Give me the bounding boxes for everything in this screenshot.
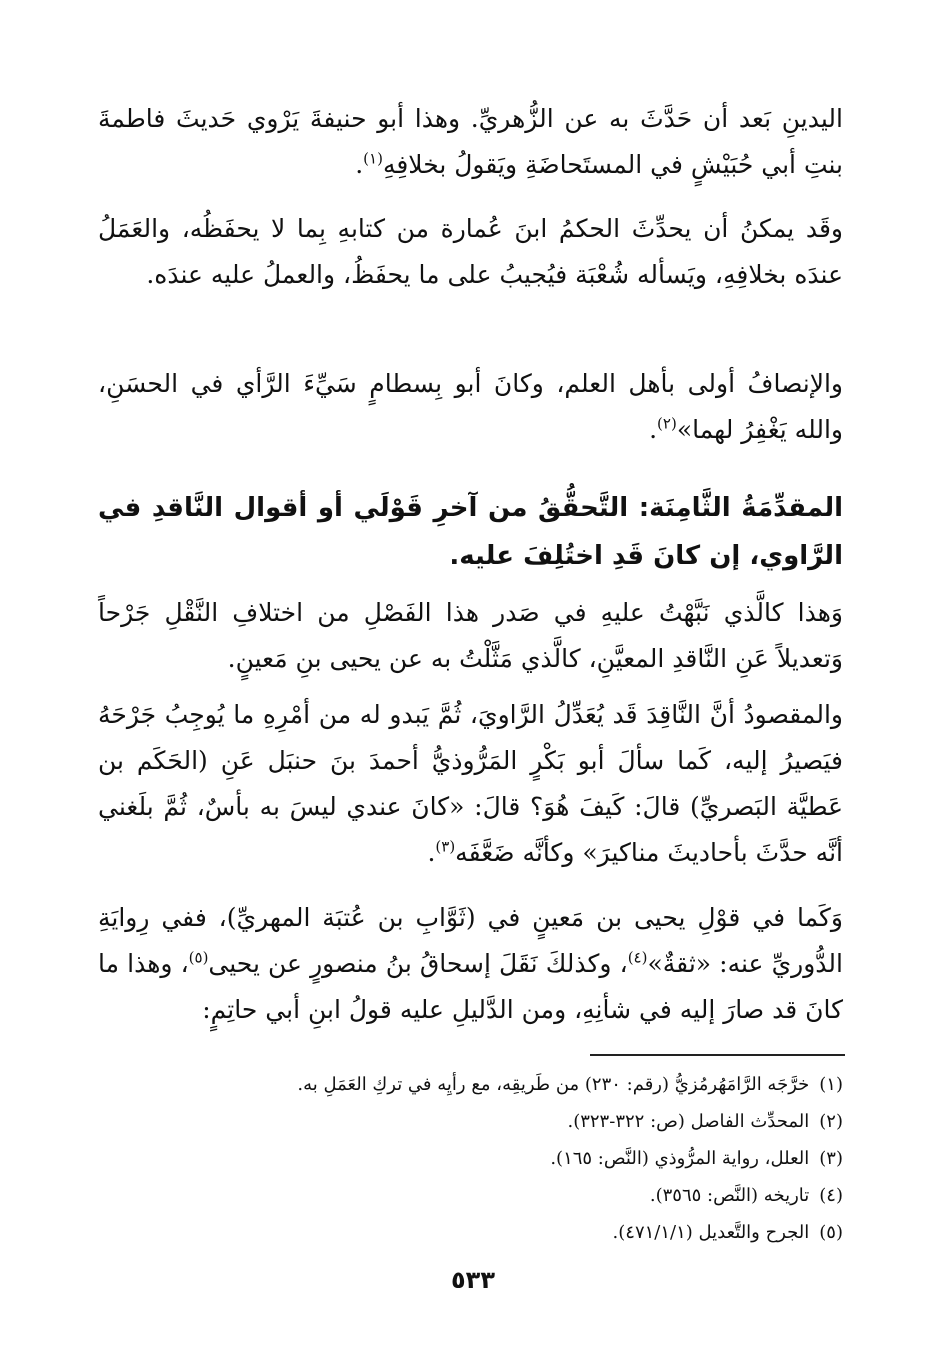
footnote-number: (٥) [819, 1222, 843, 1243]
paragraph-4 [98, 590, 843, 682]
footnote-number: (٢) [819, 1111, 843, 1132]
footnote-ref-5: (٥) [188, 948, 209, 967]
paragraph-5: والمقصودُ أنَّ النَّاقِدَ قَد يُعَدِّلُ الرَّاويَ، ثُمَّ يَبدو له من أمْرِهِ ما يُوجِبُ جَرْحَهُ فيَصيرُ إليه، كَما سألَ أبو بَكْرٍ المَرُّوذيُّ أحمدَ بنَ حنبَل عَنِ (الحَكَم بن عَطيَّة البَصريِّ) قالَ: كَيفَ هُوَ؟ قالَ: «كانَ عندي ليسَ به بأسٌ، ثُمَّ بلَغني أنَّه حدَّثَ بأحاديثَ مناكيرَ» وكأنَّه ضَعَّفَه$^{(٣)}$. [98, 700, 843, 867]
paragraph-2 [98, 206, 843, 298]
paragraph-1: اليدينِ بَعد أن حَدَّثَ به عن الزُّهريِّ. وهذا أبو حنيفةَ يَرْوي حَديثَ فاطمةَ بنتِ أبي حُبَيْشٍ في المستَحاضَةِ ويَقولُ بخلافِهِ$^{(١)}$. [98, 104, 843, 179]
footnote-5 [98, 1214, 843, 1251]
paragraph-6: وَكَما في قوْلِ يحيى بن مَعينٍ في (ثَوَّابِ بن عُتبَة المهريِّ)، ففي رِوايَةِ الدُّوريِّ عنه: «ثقةٌ»$^{(٤)}$، وكذلكَ نَقَلَ إسحاقُ بنُ منصورٍ عن يحيى$^{(٥)}$، وهذا ما كانَ قد صارَ إليه في شأنِهِ، ومن الدَّليلِ عليه قولُ ابنِ أبي حاتِمٍ: [98, 903, 843, 1024]
paragraph-4-text: وَهذا كالَّذي نَبَّهْتُ عليهِ في صَدر هذا الفَصْلِ من اختلافِ النَّقْلِ جَرْحاً وَتعديلاً عَنِ النَّاقدِ المعيَّنِ، كالَّذي مَثَّلْتُ به عن يحيى بنِ مَعينٍ. [98, 598, 843, 673]
footnote-text: الجرح والتَّعديل (٤٧١/١/١). [612, 1222, 810, 1243]
footnote-ref-1: (١) [363, 149, 383, 168]
paragraph-5-text: والمقصودُ أنَّ النَّاقِدَ قَد يُعَدِّلُ الرَّاويَ، ثُمَّ يَبدو له من أمْرِهِ ما يُوجِبُ جَرْحَهُ فيَصيرُ إليه، كَما سألَ أبو بَكْرٍ المَرُّوذيُّ أحمدَ بنَ حنبَل عَنِ (الحَكَم بن عَطيَّة البَصريِّ) قالَ: كَيفَ هُوَ؟ قالَ: «كانَ عندي ليسَ به بأسٌ، ثُمَّ بلَغني أنَّه حدَّثَ بأحاديثَ مناكيرَ» وكأنَّه ضَعَّفَه [98, 700, 843, 867]
footnote-number: (١) [819, 1074, 843, 1095]
footnote-3 [98, 1140, 843, 1177]
footnote-text: العلل، رواية المرُّوذي (النَّص: ١٦٥). [550, 1148, 810, 1169]
footnote-ref-2: (٢) [657, 414, 677, 433]
footnote-1 [98, 1066, 843, 1103]
footnote-number: (٣) [819, 1148, 843, 1169]
paragraph-3-text: والإنصافُ أولى بأهل العلم، وكانَ أبو بِسطامٍ سَيِّءَ الرَّأي في الحسَنِ، والله يَغْفِرُ لهما» [98, 369, 843, 444]
footnote-text: تاريخه (النَّص: ٣٥٦٥). [649, 1185, 810, 1206]
paragraph-1-text: اليدينِ بَعد أن حَدَّثَ به عن الزُّهريِّ. وهذا أبو حنيفةَ يَرْوي حَديثَ فاطمةَ بنتِ أبي حُبَيْشٍ في المستَحاضَةِ ويَقولُ بخلافِهِ [98, 104, 843, 179]
section-heading: المقدِّمَةُ الثَّامِنَة: التَّحقُّقُ من آخرِ قَوْلَي أو أقوال النَّاقدِ في الرَّاوي، إن كانَ قَدِ اختُلِفَ عليه. [98, 493, 843, 571]
page-number: ٥٣٣ [451, 1266, 495, 1294]
paragraph-3: والإنصافُ أولى بأهل العلم، وكانَ أبو بِسطامٍ سَيِّءَ الرَّأي في الحسَنِ، والله يَغْفِرُ لهما»$^{(٢)}$. [98, 369, 843, 444]
paragraph-6-text: وَكَما في قوْلِ يحيى بن مَعينٍ في (ثَوَّابِ بن عُتبَة المهريِّ)، ففي رِوايَةِ الدُّوريِّ عنه: «ثقةٌ» [98, 903, 843, 978]
footnote-text: خرَّجَه الرَّامَهُرمُزيُّ (رقم: ٢٣٠) من طَريقِه، مع رأيِه في تركِ العَمَلِ به. [297, 1074, 810, 1095]
footnote-divider [590, 1054, 845, 1056]
footnote-ref-4: (٤) [627, 948, 648, 967]
footnote-ref-3: (٣) [435, 837, 456, 856]
footnotes [98, 1066, 843, 1251]
footnote-4 [98, 1177, 843, 1214]
footnote-number: (٤) [819, 1185, 843, 1206]
footnote-text: المحدِّث الفاصل (ص: ٣٢٢-٣٢٣). [567, 1111, 810, 1132]
footnote-2 [98, 1103, 843, 1140]
paragraph-2-text: وقَد يمكنُ أن يحدِّثَ الحكمُ ابنَ عُمارة من كتابهِ بِما لا يحفَظُه، والعَمَلُ عندَه بخلافِهِ، ويَسأله شُعْبَة فيُجيبُ على ما يحفَظُ، والعملُ عليه عندَه. [98, 214, 843, 289]
